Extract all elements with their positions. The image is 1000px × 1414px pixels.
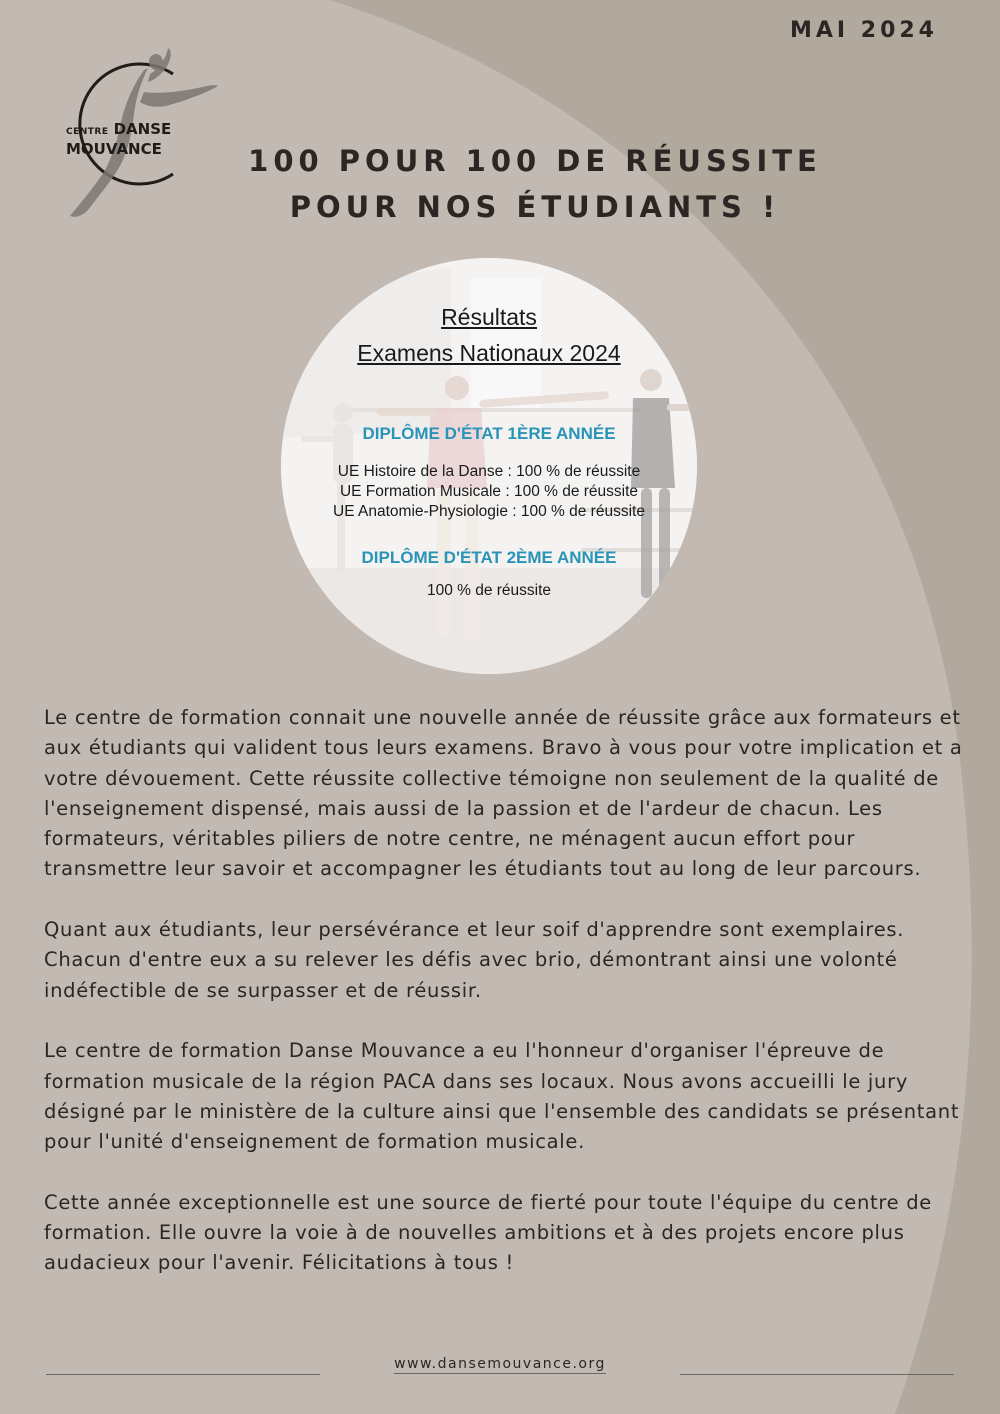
paragraph: Le centre de formation Danse Mouvance a eu l'honneur d'organiser l'épreuve de formation musicale de la région PACA dans ses locaux. Nous avons accueilli le jury désigné par le ministère de la culture ainsi que l'ensemble des candidats se présentant pour l'unité d'enseignement de formation musicale. [44,1039,960,1154]
page-title [180,138,890,230]
paragraph: Le centre de formation connait une nouvelle année de réussite grâce aux formateurs et aux étudiants qui valident tous leurs examens. Bravo à vous pour votre implication et a votre dévouement. Cette réussite collective témoigne non seulement de la qualité de l'enseignement dispensé, mais aussi de la passion et de l'ardeur de chacun. Les formateurs, véritables piliers de notre centre, ne ménagent aucun effort pour transmettre leur savoir et accompagner les étudiants tout au long de leur parcours. [44,706,963,881]
diploma-first-year-heading: DIPLÔME D'ÉTAT 1ÈRE ANNÉE [362,424,616,443]
title-line-1: 100 POUR 100 DE RÉUSSITE [248,144,822,178]
diploma-first-year-list [281,462,697,522]
title-line-2: POUR NOS ÉTUDIANTS ! [289,190,781,224]
article-body [44,703,964,1309]
logo-centre-label: CENTRE [66,127,109,137]
results-title: Résultats [441,304,537,330]
result-item: UE Formation Musicale : 100 % de réussite [339,483,639,500]
paragraph: Cette année exceptionnelle est une source de fierté pour toute l'équipe du centre de formation. Elle ouvre la voie à de nouvelles ambitions et à des projets encore plus audacieux pour l'avenir. Félicitations à tous ! [44,1190,933,1275]
footer-website [0,1356,1000,1372]
logo-danse-label: DANSE [113,120,172,138]
results-subtitle: Examens Nationaux 2024 [357,340,621,366]
logo-mouvance-label: MOUVANCE [66,140,162,158]
diploma-second-year-heading: DIPLÔME D'ÉTAT 2ÈME ANNÉE [361,548,617,567]
result-item: UE Histoire de la Danse : 100 % de réussite [337,463,641,480]
footer-divider-left [46,1374,320,1375]
issue-date: MAI 2024 [790,18,938,43]
paragraph: Quant aux étudiants, leur persévérance et leur soif d'apprendre sont exemplaires. Chacun d'entre eux a su relever les défis avec brio, démontrant ainsi une volonté indéfectible de se surpasser et de réussir. [44,918,905,1002]
diploma-second-year-result: 100 % de réussite [426,582,552,599]
results-circle-photo [281,258,697,674]
footer-divider-right [680,1374,954,1375]
result-item: UE Anatomie-Physiologie : 100 % de réussite [333,503,645,520]
website-link[interactable]: www.dansemouvance.org [394,1356,606,1372]
